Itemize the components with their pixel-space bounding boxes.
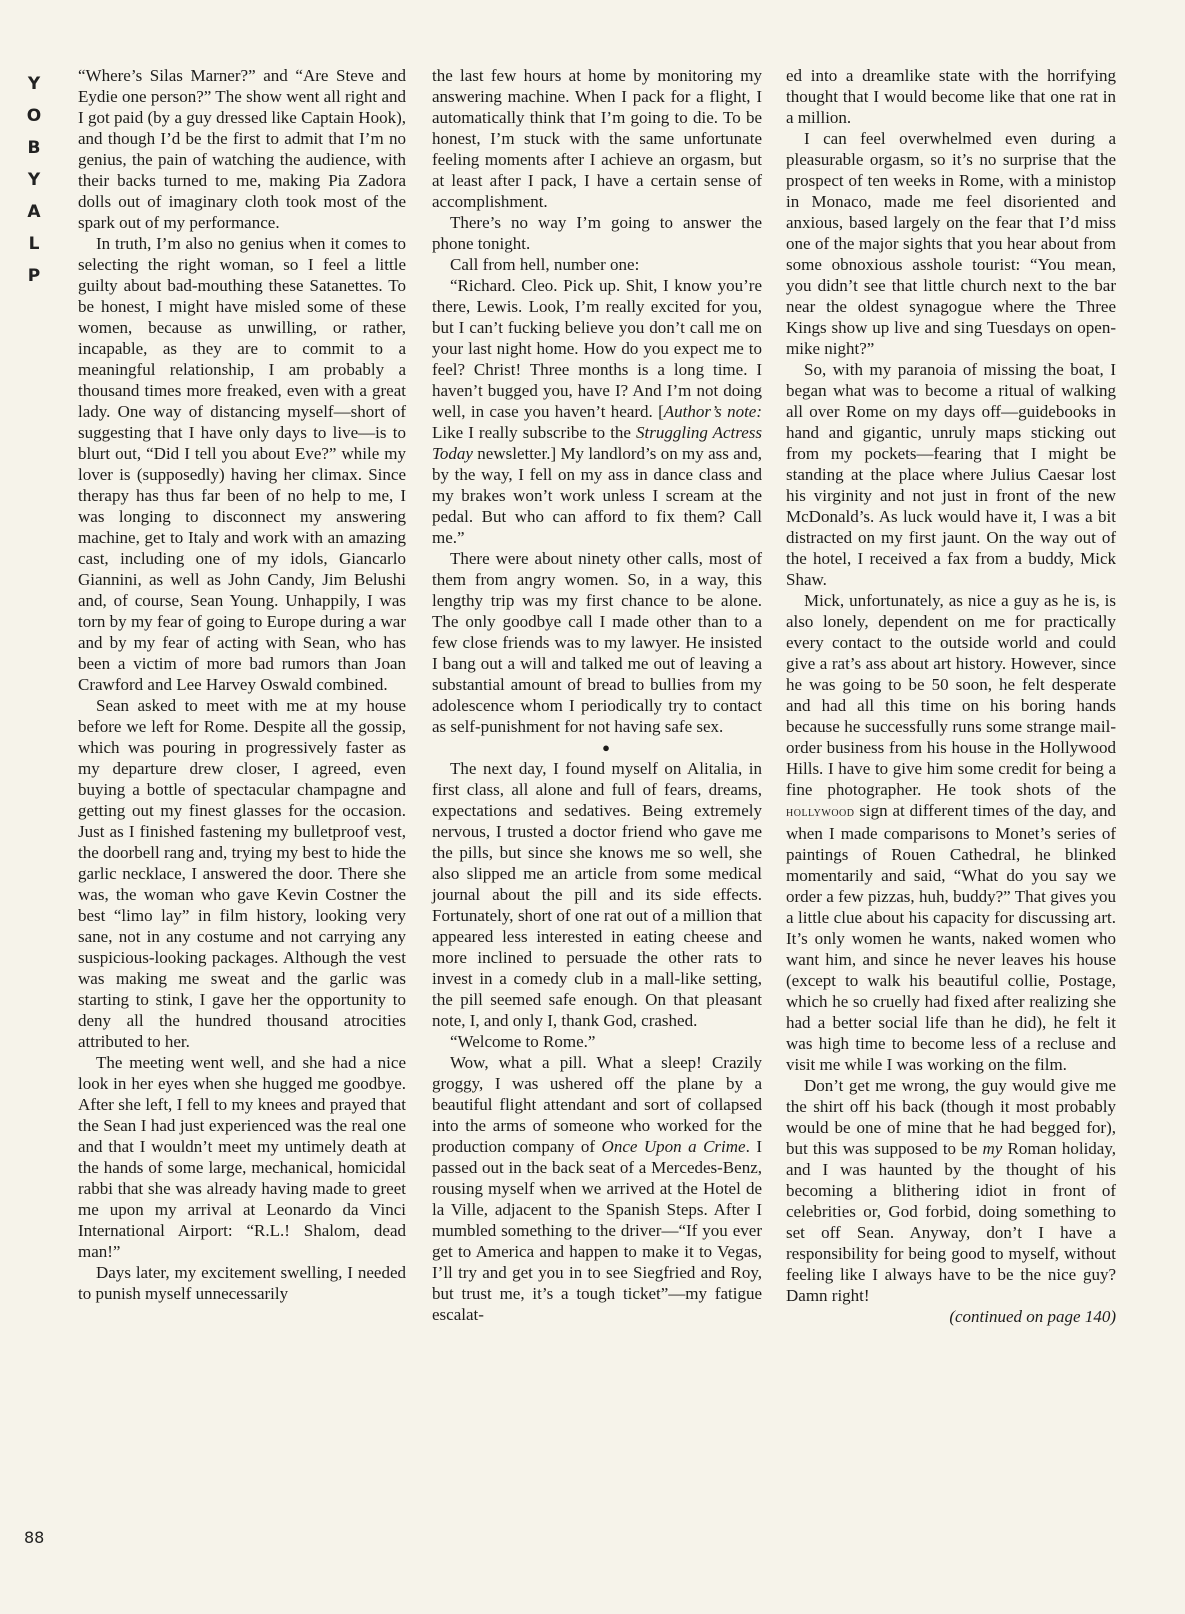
article-column-3: [786, 65, 1116, 1327]
paragraph: The next day, I found myself on Alitalia, in first class, all alone and full of fears, dreams, expectations and sedatives. Being extremely nervous, I trusted a doctor friend who gave me the pills, but since she knows me so well, she also slipped me an article from some medical journal about the pill and its side effects. Fortunately, short of one rat out of a million that appeared less interested in eating cheese and more inclined to persuade the other rats to invest in a comedy club in a mall-like setting, the pill seemed safe enough. On that pleasant note, I, and only I, thank God, crashed.: [432, 759, 762, 1030]
text-run: Don’t get me wrong, the guy would give me the shirt off his back (though it most probably would be one of mine that he had begged for), but this was supposed to be: [786, 1076, 1116, 1158]
paragraph: “Where’s Silas Marner?” and “Are Steve and Eydie one person?” The show went all right and I got paid (by a guy dressed like Captain Hook), and though I’d be the first to admit that I’m no genius, the pain of watching the audience, with their backs turned to me, making Pia Zadora dolls out of imaginary cloth took most of the spark out of my performance.: [78, 66, 406, 232]
paragraph-phone-message: [432, 275, 762, 548]
paragraph: So, with my paranoia of missing the boat, I began what was to become a ritual of walking all over Rome on my days off—guidebooks in hand and gigantic, unruly maps sticking out from my pockets—fearing that I might be standing at the place where Julius Caesar lost his virginity and not just in front of the new McDonald’s. As luck would have it, I was a bit distracted on my first jaunt. On the way out of the hotel, I received a fax from a buddy, Mick Shaw.: [786, 360, 1116, 589]
title-letter: P: [27, 266, 41, 286]
magazine-title-vertical: [22, 68, 46, 292]
section-break-bullet: ●: [602, 740, 610, 755]
paragraph: [432, 1052, 762, 1325]
film-title: Once Upon a Crime: [601, 1137, 746, 1156]
paragraph: ed into a dreamlike state with the horrifying thought that I would become like that one rat in a million.: [786, 66, 1116, 127]
authors-note-label: Author’s note:: [663, 402, 762, 421]
paragraph: The meeting went well, and she had a nice look in her eyes when she hugged me goodbye. After she left, I fell to my knees and prayed that the Sean I had just experienced was the real one and that I wouldn’t meet my untimely death at the hands of some large, mechanical, homicidal rabbi that she was already having made to greet me upon my arrival at Leonardo da Vinci International Airport: “R.L.! Shalom, dead man!”: [78, 1053, 406, 1261]
title-letter: B: [27, 138, 41, 158]
hollywood-sign-text: hollywood: [786, 805, 855, 820]
paragraph: [786, 1075, 1116, 1306]
paragraph: [786, 590, 1116, 1075]
text-run: sign at different times of the day, and when I made comparisons to Monet’s series of paintings of Rouen Cathedral, he blinked momentarily and said, “What do you say we order a few pizzas, huh, buddy?” That gives you a little clue about his capacity for discussing art. It’s only women he wants, naked women who want him, and since he never leaves his house (except to walk his beautiful collie, Postage, which he so cruelly had fixed after realizing she had a better social life than he did), he felt it was high time to become less of a recluse and visit me while I was working on the film.: [786, 801, 1116, 1074]
paragraph: Days later, my excitement swelling, I needed to punish myself unnecessarily: [78, 1263, 406, 1303]
paragraph: Call from hell, number one:: [450, 255, 640, 274]
paragraph: Sean asked to meet with me at my house before we left for Rome. Despite all the gossip, which was pouring in progressively faster as my departure drew closer, I agreed, even buying a bottle of spectacular champagne and getting out my finest glasses for the occasion. Just as I finished fastening my bulletproof vest, the doorbell rang and, trying my best to hide the garlic necklace, I answered the door. There she was, the woman who gave Kevin Costner the best “limo lay” in film history, looking very sane, not in any costume and not carrying any suspicious-looking packages. Although the vest was making me sweat and the garlic was starting to stink, I gave her the opportunity to deny all the hundred thousand atrocities attributed to her.: [78, 696, 406, 1051]
text-run: Roman holiday, and I was haunted by the thought of his becoming a blithering idiot in front of celebrities or, God forbid, doing something to set off Sean. Anyway, don’t I have a responsibility for being good to myself, without feeling like I always have to be the nice guy? Damn right!: [786, 1139, 1116, 1305]
title-letter: L: [28, 234, 40, 254]
text-run: Mick, unfortunately, as nice a guy as he is, is also lonely, dependent on me for practically every contact to the outside world and could give a rat’s ass about art history. However, since he was going to be 50 soon, he felt desperate and had all this time on his boring hands because he successfully runs some strange mail-order business from his house in the Hollywood Hills. I have to give him some credit for being a fine photographer. He took shots of the: [786, 591, 1116, 799]
continued-on-page: (continued on page 140): [949, 1307, 1116, 1326]
article-column-2: [432, 65, 762, 1325]
paragraph: There’s no way I’m going to answer the phone tonight.: [432, 213, 762, 253]
emphasis: my: [982, 1139, 1003, 1158]
newsletter-title: Struggling Actress Today: [432, 423, 762, 463]
article-column-1: [78, 65, 406, 1304]
title-letter: O: [26, 106, 42, 126]
text-run: “Richard. Cleo. Pick up. Shit, I know you’re there, Lewis. Look, I’m really excited for you, but I can’t fucking believe you don’t call me on your last night home. How do you expect me to feel? Christ! Three months is a long time. I haven’t bugged you, have I? And I’m not doing well, in case you haven’t heard. [: [432, 276, 762, 421]
title-letter: Y: [27, 74, 41, 94]
page-number: 88: [24, 1528, 45, 1547]
text-run: . I passed out in the back seat of a Mercedes-Benz, rousing myself when we arrived at the Hotel de la Ville, adjacent to the Spanish Steps. After I mumbled something to the driver—“If you ever get to America and happen to make it to Vegas, I’ll try and get you in to see Siegfried and Roy, but trust me, it’s a tough ticket”—my fatigue escalat-: [432, 1137, 762, 1324]
paragraph: I can feel overwhelmed even during a pleasurable orgasm, so it’s no surprise that the prospect of ten weeks in Rome, with a ministop in Monaco, made me feel disoriented and anxious, based largely on the fear that I’d miss one of the major sights that you hear about from some obnoxious asshole tourist: “You mean, you didn’t see that little church next to the bar near the oldest synagogue where the Three Kings show up live and sing Tuesdays on open-mike night?”: [786, 129, 1116, 358]
paragraph: In truth, I’m also no genius when it comes to selecting the right woman, so I feel a little guilty about bad-mouthing these Satanettes. To be honest, I might have misled some of these women, because as unwilling, or rather, incapable, as they are to commit to a meaningful relationship, I am probably a thousand times more freaked, even with a great lady. One way of distancing myself—short of suggesting that I have only days to live—is to blurt out, “Did I tell you about Eve?” while my lover is (supposedly) having her climax. Since therapy has thus far been of no help to me, I was longing to disconnect my answering machine, get to Italy and work with an amazing cast, including one of my idols, Giancarlo Giannini, as well as John Candy, Jim Belushi and, of course, Sean Young. Unhappily, I was torn by my fear of going to Europe during a war and by my fear of acting with Sean, who has been a victim of more bad rumors than Joan Crawford and Lee Harvey Oswald combined.: [78, 234, 406, 694]
text-run: Wow, what a pill. What a sleep! Crazily groggy, I was ushered off the plane by a beautiful flight attendant and sort of collapsed into the arms of someone who worked for the production company of: [432, 1053, 762, 1156]
paragraph: the last few hours at home by monitoring my answering machine. When I pack for a flight, I automatically think that I’m going to die. To be honest, I’m stuck with the same unfortunate feeling moments after I achieve an orgasm, but at least after I pack, I have a certain sense of accomplishment.: [432, 66, 762, 211]
text-run: newsletter.] My landlord’s on my ass and, by the way, I fell on my ass in dance class and my brakes won’t work unless I scream at the pedal. But who can afford to fix them? Call me.”: [432, 444, 762, 547]
paragraph: “Welcome to Rome.”: [450, 1032, 596, 1051]
title-letter: A: [27, 202, 41, 222]
text-run: Like I really subscribe to the: [432, 423, 637, 442]
paragraph: There were about ninety other calls, most of them from angry women. So, in a way, this lengthy trip was my first chance to be alone. The only goodbye call I made other than to a few close friends was to my lawyer. He insisted I bang out a will and talked me out of leaving a substantial amount of bread to bullies from my adolescence whom I periodically try to contact as self-punishment for not having safe sex.: [432, 549, 762, 736]
title-letter: Y: [27, 170, 41, 190]
